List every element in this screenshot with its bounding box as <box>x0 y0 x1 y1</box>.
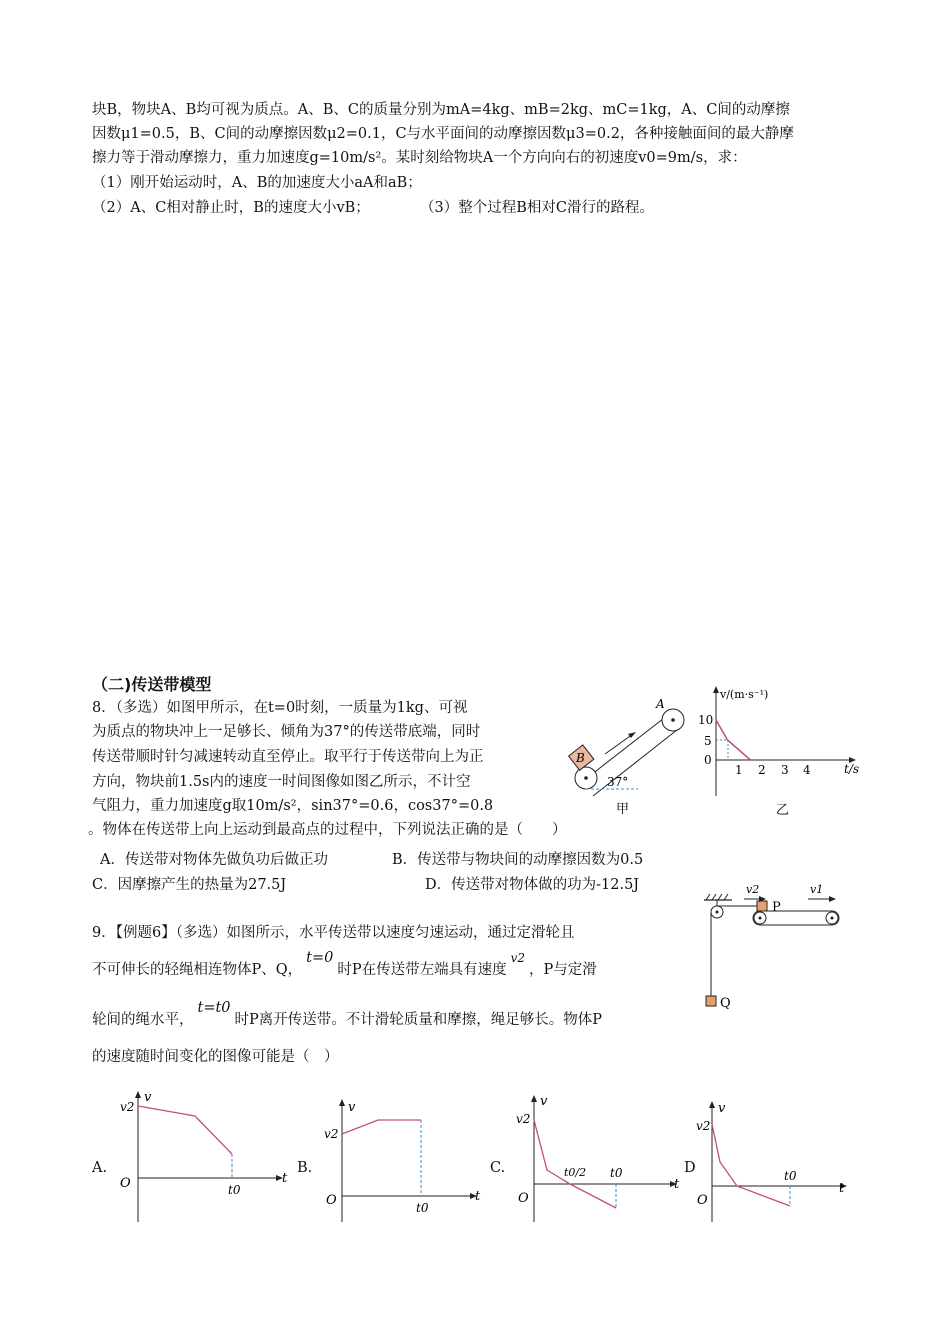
x-axis-label: t/s <box>844 762 860 776</box>
p8-line-5: 气阻力，重力加速度g取10m/s²，sin37°=0.6，cos37°=0.8 <box>92 798 494 814</box>
b-origin-label: O <box>326 1193 337 1208</box>
p7-question-1: （1）刚开始运动时，A、B的加速度大小aA和aB； <box>92 175 422 191</box>
p8-line-6: 。物体在传送带上向上运动到最高点的过程中，下列说法正确的是（ ） <box>88 822 567 838</box>
a-origin-label: O <box>120 1176 131 1191</box>
a-t-label: t <box>282 1171 288 1186</box>
p8-option-d: D．传送带对物体做的功为-12.5J <box>425 877 640 893</box>
caption-jia: 甲 <box>616 802 630 817</box>
b-t-label: t <box>475 1189 481 1204</box>
p8-option-b: B．传送带与物块间的动摩擦因数为0.5 <box>392 852 644 868</box>
a-t0-label: t0 <box>228 1183 241 1197</box>
xtick-2: 2 <box>758 763 766 777</box>
xtick-1: 1 <box>735 763 743 777</box>
option-a-letter: A. <box>92 1160 108 1176</box>
option-a-graph <box>110 1086 290 1226</box>
block-p <box>757 901 767 911</box>
p8-line-4: 方向，物块前1.5s内的速度一时间图像如图乙所示，不计空 <box>92 774 471 790</box>
label-a: A <box>656 697 665 711</box>
a-v2-label: v2 <box>120 1100 135 1114</box>
a-curve <box>138 1106 232 1154</box>
label-v2: v2 <box>746 883 760 896</box>
p9-t0-expression: t=0 <box>306 950 334 966</box>
label-v1: v1 <box>810 883 824 896</box>
p9-line-3-text-b: 时P离开传送带。不计滑轮质量和摩擦，绳足够长。物体P <box>234 1012 603 1028</box>
c-v2-label: v2 <box>516 1112 531 1126</box>
p7-line-3: 擦力等于滑动摩擦力，重力加速度g=10m/s²。某时刻给物块A一个方向向右的初速度v0=9m/s，求： <box>92 150 747 166</box>
p8-line-1: 8．（多选）如图甲所示，在t=0时刻，一质量为1kg、可视 <box>92 700 468 716</box>
motion-arrow <box>605 734 633 754</box>
p9-line-2 <box>92 950 597 980</box>
option-c-letter: C. <box>490 1160 506 1176</box>
b-curve <box>342 1120 421 1134</box>
a-v-label: v <box>144 1090 152 1105</box>
section-title: （二)传送带模型 <box>92 675 212 694</box>
c-curve <box>534 1120 616 1208</box>
p7-question-2: （2）A、C相对静止时，B的速度大小vB； <box>92 200 370 216</box>
p7-line-1: 块B，物块A、B均可视为质点。A、B、C的质量分别为mA=4kg、mB=2kg、mC=1kg，A、C间的动摩擦 <box>92 102 790 118</box>
xtick-3: 3 <box>781 763 789 777</box>
p9-line-2-text-b: 时P在传送带左端具有速度 <box>337 962 507 978</box>
b-v2-label: v2 <box>324 1127 339 1141</box>
ytick-5: 5 <box>704 734 712 748</box>
b-v-label: v <box>348 1100 356 1115</box>
c-t0-label: t0 <box>610 1166 623 1180</box>
option-b-graph <box>320 1096 490 1226</box>
label-b: B <box>576 751 585 765</box>
p9-line-4: 的速度随时间变化的图像可能是（ ） <box>92 1049 339 1065</box>
xtick-4: 4 <box>803 763 811 777</box>
c-half-t0-label: t0/2 <box>564 1166 587 1179</box>
d-t0-label: t0 <box>784 1169 797 1183</box>
ytick-0: 0 <box>704 753 712 767</box>
p9-v2-symbol: v2 <box>510 951 526 965</box>
p8-line-3: 传送带顺时针匀减速转动直至停止。取平行于传送带向上为正 <box>92 749 484 765</box>
p9-line-2-text-a: 不可伸长的轻绳相连物体P、Q， <box>92 962 303 978</box>
b-t0-label: t0 <box>416 1201 429 1215</box>
d-v-label: v <box>718 1101 726 1116</box>
option-c-graph <box>512 1090 687 1226</box>
label-p: P <box>772 900 781 915</box>
p7-line-2: 因数μ1=0.5，B、C间的动摩擦因数μ2=0.1，C与水平面间的动摩擦因数μ3=0.2，各种接触面间的最大静摩 <box>92 126 794 142</box>
label-q: Q <box>720 996 731 1011</box>
option-d-graph <box>694 1096 854 1226</box>
c-t-label: t <box>674 1177 680 1192</box>
p8-line-2: 为质点的物块冲上一足够长、倾角为37°的传送带底端，同时 <box>92 724 481 740</box>
p9-line-1: 9．【例题6】（多选）如图所示，水平传送带以速度匀速运动，通过定滑轮且 <box>92 925 575 941</box>
figure-p9-setup <box>700 880 850 1015</box>
option-d-letter: D <box>684 1160 696 1176</box>
figure-jia-conveyor <box>560 690 690 820</box>
block-q <box>706 996 716 1006</box>
p9-line-3 <box>92 1000 603 1030</box>
ytick-10: 10 <box>698 713 714 727</box>
c-v-label: v <box>540 1094 548 1109</box>
p8-option-a: A．传送带对物体先做负功后做正功 <box>100 852 328 868</box>
p7-question-3: （3）整个过程B相对C滑行的路程。 <box>420 200 654 216</box>
d-curve <box>712 1124 790 1206</box>
figure-yi-vt-graph <box>692 684 872 820</box>
y-axis-label: v/(m·s⁻¹) <box>720 688 769 701</box>
p9-line-3-text-a: 轮间的绳水平， <box>92 1012 194 1028</box>
d-v2-label: v2 <box>696 1119 711 1133</box>
c-origin-label: O <box>518 1191 529 1206</box>
angle-label: 37° <box>607 775 629 789</box>
caption-yi: 乙 <box>776 803 790 818</box>
p9-t-equals-t0: t=t0 <box>197 1000 231 1016</box>
p9-line-2-text-c: ，P与定滑 <box>529 962 597 978</box>
d-t-label: t <box>839 1181 845 1196</box>
p8-option-c: C．因摩擦产生的热量为27.5J <box>92 877 287 893</box>
d-origin-label: O <box>697 1193 708 1208</box>
option-b-letter: B. <box>297 1160 313 1176</box>
